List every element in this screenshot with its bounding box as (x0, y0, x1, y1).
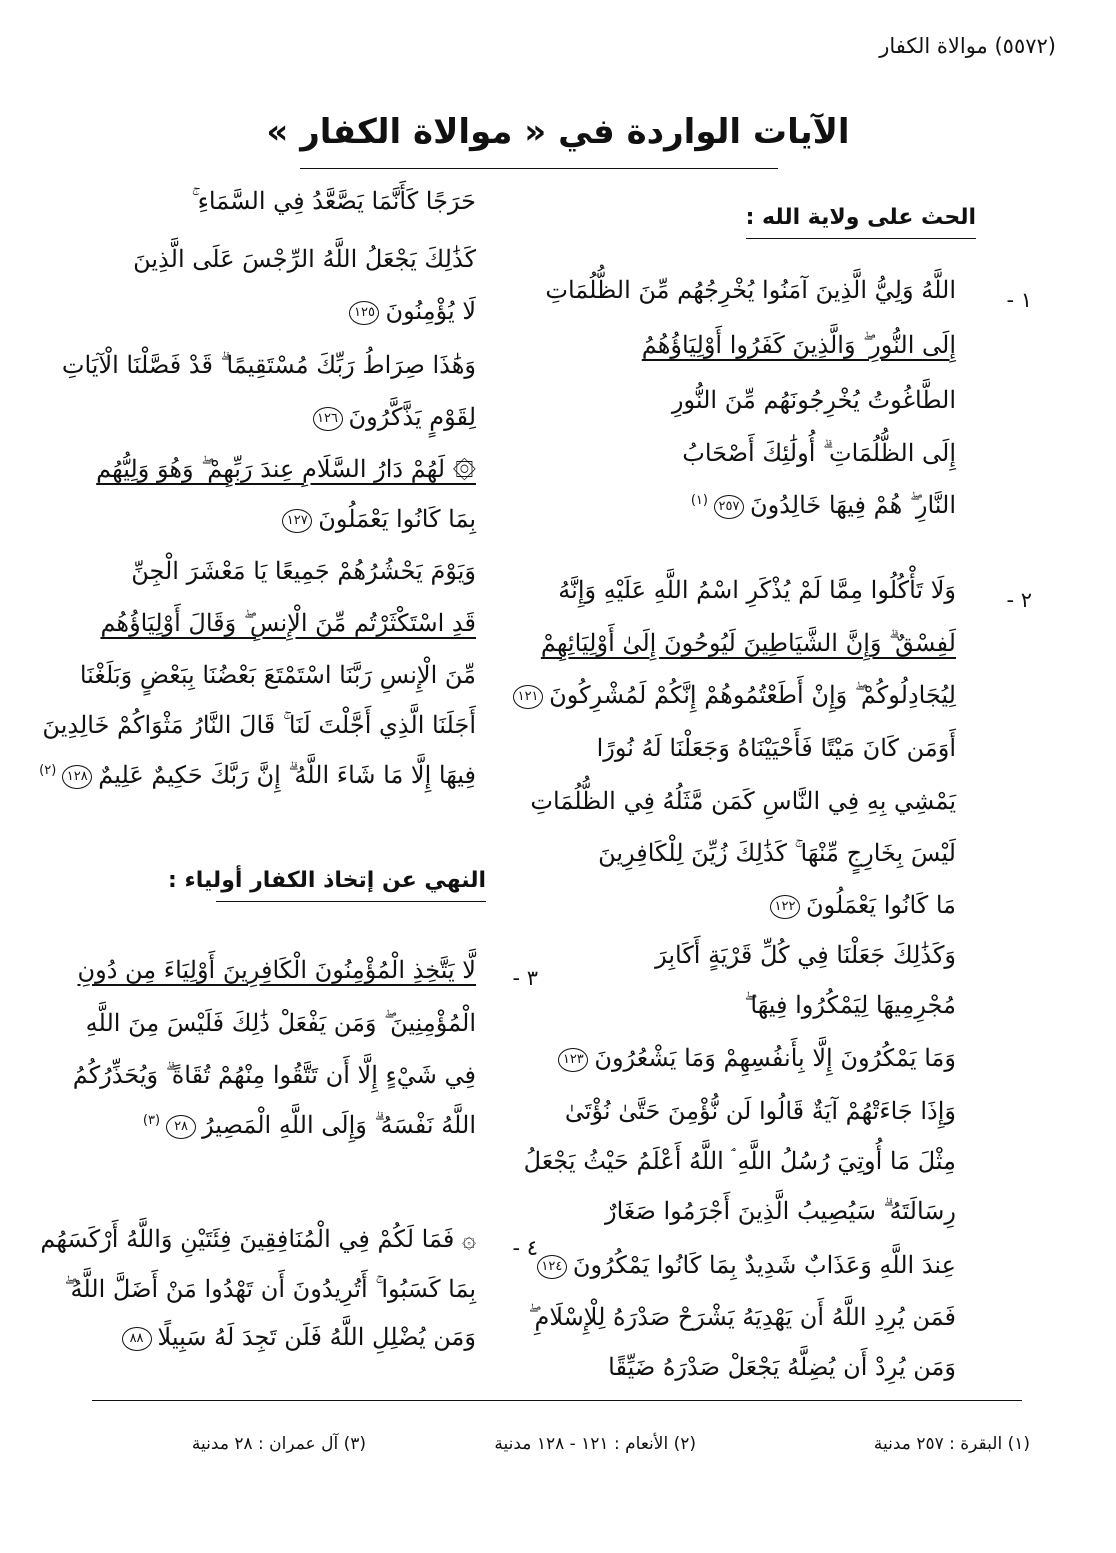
verse-line: وَمَن يُرِدْ أَن يُضِلَّهُ يَجْعَلْ صَدْرَهُ ضَيِّقًا (608, 1353, 956, 1381)
verse-line: أَوَمَن كَانَ مَيْتًا فَأَحْيَيْنَاهُ وَجَعَلْنَا لَهُ نُورًا (596, 734, 956, 762)
verse-text: قَدِ اسْتَكْثَرْتُم مِّنَ الْإِنسِ ۖ وَقَالَ أَوْلِيَاؤُهُم (100, 609, 476, 637)
verse-line (116, 1322, 476, 1353)
verse-line (541, 628, 956, 659)
verse-line: إِلَى الظُّلُمَاتِ ۗ أُولَٰئِكَ أَصْحَابُ (682, 439, 956, 467)
ayah-number-marker: ١٢٧ (282, 509, 312, 533)
verse-line (642, 330, 956, 361)
verse-text: مَا كَانُوا يَعْمَلُونَ (805, 891, 956, 919)
verse-line: ۞ فَمَا لَكُمْ فِي الْمُنَافِقِينَ فِئَتَيْنِ وَاللَّهُ أَرْكَسَهُم (40, 1225, 476, 1253)
verse-line: وَلَا تَأْكُلُوا مِمَّا لَمْ يُذْكَرِ اسْمُ اللَّهِ عَلَيْهِ وَإِنَّهُ (558, 576, 956, 604)
verse-text: لَا يُؤْمِنُونَ (385, 297, 476, 325)
ayah-number-marker: ١٢١ (513, 685, 543, 709)
verse-number-2: ٢ - (1006, 588, 1032, 612)
verse-line: وَهَٰذَا صِرَاطُ رَبِّكَ مُسْتَقِيمًا ۗ قَدْ فَصَّلْنَا الْآيَاتِ (61, 351, 476, 379)
verse-line: وَكَذَٰلِكَ جَعَلْنَا فِي كُلِّ قَرْيَةٍ أَكَابِرَ (655, 941, 956, 969)
ayah-number-marker: ٢٨ (166, 1115, 196, 1139)
ayah-number-marker: ١٢٤ (537, 1255, 567, 1279)
verse-line: بِمَا كَسَبُوا ۚ أَتُرِيدُونَ أَن تَهْدُوا مَنْ أَضَلَّ اللَّهُ ۖ (64, 1275, 476, 1303)
ayah-number-marker: ١٢٨ (62, 765, 92, 789)
verse-line (143, 1110, 476, 1141)
verse-line: حَرَجًا كَأَنَّمَا يَصَّعَّدُ فِي السَّمَاءِ ۚ (191, 187, 476, 215)
running-header: (٥٥٧٢) موالاة الكفار (879, 34, 1056, 58)
verse-line: مُجْرِمِيهَا لِيَمْكُرُوا فِيهَا ۖ (744, 991, 956, 1019)
verse-line (764, 890, 956, 921)
verse-line (39, 760, 476, 791)
verse-line: وَإِذَا جَاءَتْهُمْ آيَةٌ قَالُوا لَن نُّؤْمِنَ حَتَّىٰ نُؤْتَىٰ (564, 1097, 956, 1125)
verse-number-3: ٣ - (512, 966, 538, 990)
verse-line (307, 402, 477, 433)
verse-line: أَجَلَنَا الَّذِي أَجَّلْتَ لَنَا ۚ قَالَ النَّارُ مَثْوَاكُمْ خَالِدِينَ (42, 711, 476, 739)
ayah-number-marker: ١٢٥ (349, 301, 379, 325)
verse-line (531, 1250, 956, 1281)
verse-line (691, 490, 956, 521)
verse-line: وَيَوْمَ يَحْشُرُهُمْ جَمِيعًا يَا مَعْشَرَ الْجِنِّ (131, 557, 476, 585)
verse-text: عِندَ اللَّهِ وَعَذَابٌ شَدِيدٌ بِمَا كَانُوا يَمْكُرُونَ (572, 1251, 956, 1279)
verse-number-4: ٤ - (512, 1236, 538, 1260)
ayah-number-marker: ١٢٢ (770, 895, 800, 919)
ayah-number-marker: ١٢٦ (313, 407, 343, 431)
verse-text: فِيهَا إِلَّا مَا شَاءَ اللَّهُ ۗ إِنَّ رَبَّكَ حَكِيمٌ عَلِيمٌ (98, 761, 476, 789)
verse-line (276, 504, 476, 535)
verse-line: فَمَن يُرِدِ اللَّهُ أَن يَهْدِيَهُ يَشْرَحْ صَدْرَهُ لِلْإِسْلَامِ ۖ (528, 1303, 956, 1331)
verse-line: فِي شَيْءٍ إِلَّا أَن تَتَّقُوا مِنْهُمْ تُقَاةً ۗ وَيُحَذِّرُكُمُ (72, 1061, 476, 1089)
verse-text: لِيُجَادِلُوكُمْ ۖ وَإِنْ أَطَعْتُمُوهُمْ إِنَّكُمْ لَمُشْرِكُونَ (549, 681, 956, 709)
footnote-1: (١) البقرة : ٢٥٧ مدنية (873, 1434, 1030, 1454)
verse-line: لَيْسَ بِخَارِجٍ مِّنْهَا ۚ كَذَٰلِكَ زُيِّنَ لِلْكَافِرِينَ (598, 839, 956, 867)
footnote-marker: (١) (690, 493, 708, 508)
verse-text: إِلَى النُّورِ ۖ وَالَّذِينَ كَفَرُوا أَوْلِيَاؤُهُمُ (641, 331, 956, 359)
footnote-marker: (٢) (39, 763, 57, 778)
verse-text: النَّارِ ۖ هُمْ فِيهَا خَالِدُونَ (749, 491, 956, 519)
verse-line: رِسَالَتَهُ ۗ سَيُصِيبُ الَّذِينَ أَجْرَمُوا صَغَارٌ (605, 1197, 956, 1225)
section-heading-wilayah: الحث على ولاية الله : (746, 205, 976, 239)
footnote-3: (٣) آل عمران : ٢٨ مدنية (191, 1434, 366, 1454)
verse-line (96, 454, 476, 485)
verse-text: لِقَوْمٍ يَذَّكَّرُونَ (348, 403, 476, 431)
verse-text: وَمَن يُضْلِلِ اللَّهُ فَلَن تَجِدَ لَهُ سَبِيلًا (157, 1323, 476, 1351)
verse-line: اللَّهُ وَلِيُّ الَّذِينَ آمَنُوا يُخْرِجُهُم مِّنَ الظُّلُمَاتِ (545, 276, 956, 304)
verse-line: مِّنَ الْإِنسِ رَبَّنَا اسْتَمْتَعَ بَعْضُنَا بِبَعْضٍ وَبَلَغْنَا (79, 661, 476, 689)
verse-line (78, 955, 477, 986)
verse-text: لَّا يَتَّخِذِ الْمُؤْمِنُونَ الْكَافِرِينَ أَوْلِيَاءَ مِن دُونِ (77, 956, 476, 984)
verse-text: اللَّهُ نَفْسَهُ ۗ وَإِلَى اللَّهِ الْمَصِيرُ (202, 1111, 476, 1139)
footnote-marker: (٣) (142, 1113, 161, 1128)
footnote-separator (92, 1400, 1022, 1401)
verse-line: كَذَٰلِكَ يَجْعَلُ اللَّهُ الرِّجْسَ عَلَى الَّذِينَ (133, 245, 476, 273)
verse-number-1: ١ - (1006, 288, 1032, 312)
ayah-number-marker: ٢٥٧ (714, 495, 744, 519)
title-underline (300, 168, 778, 169)
verse-line (552, 1043, 956, 1074)
page-title: الآيات الواردة في « موالاة الكفار » (266, 112, 850, 152)
verse-line: يَمْشِي بِهِ فِي النَّاسِ كَمَن مَّثَلُهُ فِي الظُّلُمَاتِ (530, 787, 956, 815)
verse-line (100, 608, 476, 639)
ayah-number-marker: ٨٨ (122, 1327, 152, 1351)
section-heading-nahy: النهي عن إتخاذ الكفار أولياء : (216, 868, 486, 902)
verse-line: مِثْلَ مَا أُوتِيَ رُسُلُ اللَّهِ ۘ اللَّهُ أَعْلَمُ حَيْثُ يَجْعَلُ (523, 1147, 956, 1175)
verse-line: الطَّاغُوتُ يُخْرِجُونَهُم مِّنَ النُّورِ (671, 386, 956, 414)
verse-line (343, 296, 476, 327)
verse-line: الْمُؤْمِنِينَ ۖ وَمَن يَفْعَلْ ذَٰلِكَ فَلَيْسَ مِنَ اللَّهِ (85, 1009, 476, 1037)
footnote-2: (٢) الأنعام : ١٢١ - ١٢٨ مدنية (494, 1434, 696, 1454)
verse-text: لَفِسْقٌ ۗ وَإِنَّ الشَّيَاطِينَ لَيُوحُونَ إِلَىٰ أَوْلِيَائِهِمْ (540, 629, 956, 657)
verse-line (507, 680, 956, 711)
verse-text: ۞ لَهُمْ دَارُ السَّلَامِ عِندَ رَبِّهِمْ ۖ وَهُوَ وَلِيُّهُم (96, 455, 476, 483)
verse-text: وَمَا يَمْكُرُونَ إِلَّا بِأَنفُسِهِمْ وَمَا يَشْعُرُونَ (594, 1044, 956, 1072)
ayah-number-marker: ١٢٣ (558, 1048, 588, 1072)
verse-text: بِمَا كَانُوا يَعْمَلُونَ (318, 505, 476, 533)
